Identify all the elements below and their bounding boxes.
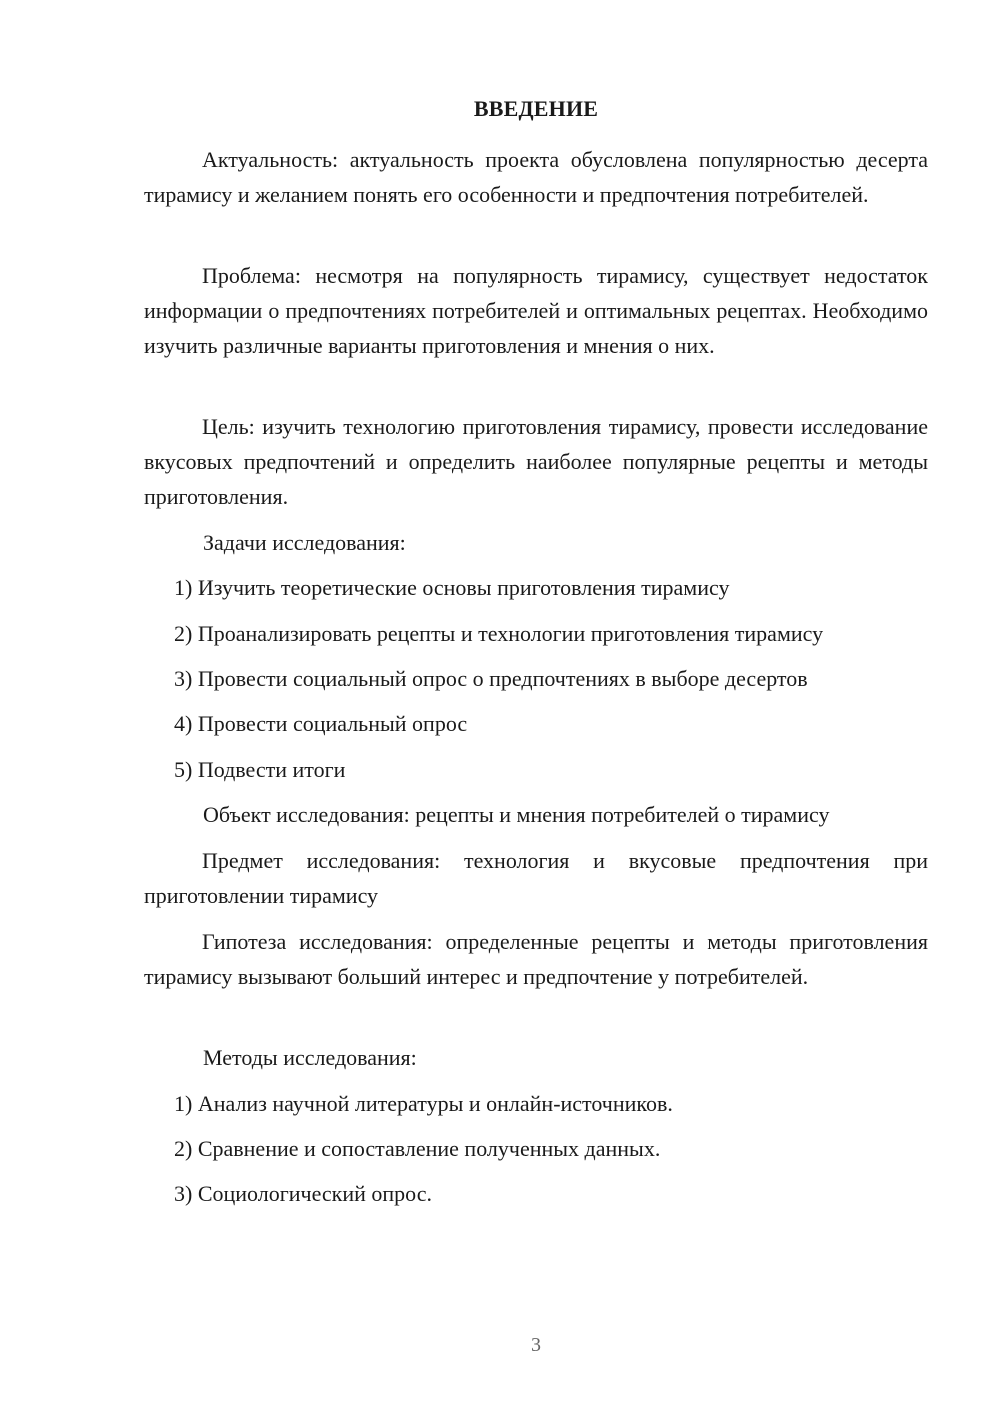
task-item: 4) Провести социальный опрос [174,711,468,736]
methods-heading: Методы исследования: [203,1045,417,1070]
method-item: 1) Анализ научной литературы и онлайн-источников. [174,1091,673,1116]
hypothesis-paragraph: Гипотеза исследования: определенные рецепты и методы приготовления тирамису вызывают больший интерес и предпочтение у потребителей. [144,929,928,989]
relevance-paragraph: Актуальность: актуальность проекта обусловлена популярностью десерта тирамису и желанием понять его особенности и предпочтения потребителей. [144,147,928,207]
object-paragraph: Объект исследования: рецепты и мнения потребителей о тирамису [203,802,830,827]
method-item: 2) Сравнение и сопоставление полученных данных. [174,1136,661,1161]
task-item: 5) Подвести итоги [174,757,346,782]
page-title: ВВЕДЕНИЕ [473,96,599,121]
task-item: 2) Проанализировать рецепты и технологии приготовления тирамису [174,621,824,646]
task-item: 1) Изучить теоретические основы приготовления тирамису [174,575,730,600]
method-item: 3) Социологический опрос. [174,1181,432,1206]
tasks-heading: Задачи исследования: [203,530,406,555]
page-number: 3 [531,1334,541,1356]
subject-paragraph: Предмет исследования: технология и вкусовые предпочтения при приготовлении тирамису [144,848,928,908]
problem-paragraph: Проблема: несмотря на популярность тирамису, существует недостаток информации о предпочтениях потребителей и оптимальных рецептах. Необходимо изучить различные варианты приготовления и мнения о них. [144,263,928,358]
task-item: 3) Провести социальный опрос о предпочтениях в выборе десертов [174,666,808,691]
goal-paragraph: Цель: изучить технологию приготовления тирамису, провести исследование вкусовых предпочтений и определить наиболее популярные рецепты и методы приготовления. [144,414,928,509]
